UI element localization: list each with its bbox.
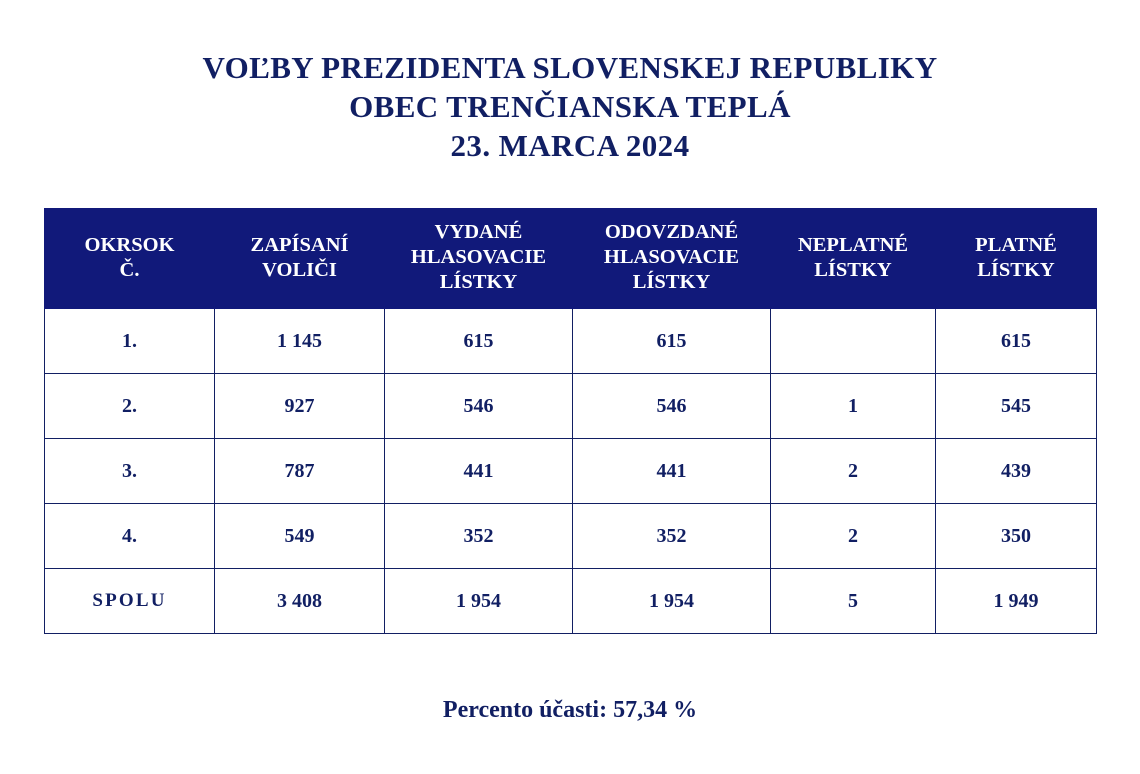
cell-okrsok: 3. xyxy=(45,439,215,504)
cell-vydane: 546 xyxy=(385,374,573,439)
results-table-wrapper xyxy=(0,208,1140,634)
cell-zapisani: 787 xyxy=(215,439,385,504)
column-header-neplatne-listky xyxy=(771,209,936,309)
cell-okrsok: 2. xyxy=(45,374,215,439)
column-header-odovzdane-line-2: HLASOVACIE xyxy=(603,246,740,268)
election-results-table xyxy=(44,208,1097,634)
column-header-okrsok xyxy=(45,209,215,309)
cell-neplatne: 1 xyxy=(771,374,936,439)
cell-zapisani: 1 145 xyxy=(215,309,385,374)
cell-total-label: SPOLU xyxy=(45,569,215,634)
table-total-row xyxy=(45,569,1097,634)
cell-platne: 615 xyxy=(936,309,1097,374)
column-header-zapisani-line-2: VOLIČI xyxy=(262,258,337,281)
column-header-odovzdane-line-1: ODOVZDANÉ xyxy=(604,221,739,243)
column-header-vydane-line-1: VYDANÉ xyxy=(434,221,523,243)
cell-odovzdane: 352 xyxy=(573,504,771,569)
table-row xyxy=(45,439,1097,504)
column-header-platne-line-1: PLATNÉ xyxy=(975,233,1057,256)
cell-zapisani: 927 xyxy=(215,374,385,439)
column-header-zapisani-line-1: ZAPÍSANÍ xyxy=(250,233,349,256)
cell-okrsok: 4. xyxy=(45,504,215,569)
column-header-zapisani-volici xyxy=(215,209,385,309)
cell-platne: 350 xyxy=(936,504,1097,569)
title-line-1: VOĽBY PREZIDENTA SLOVENSKEJ REPUBLIKY xyxy=(202,50,938,85)
cell-platne: 545 xyxy=(936,374,1097,439)
table-row xyxy=(45,374,1097,439)
column-header-neplatne-line-1: NEPLATNÉ xyxy=(797,233,909,256)
table-body xyxy=(45,309,1097,634)
column-header-platne-listky xyxy=(936,209,1097,309)
cell-odovzdane: 441 xyxy=(573,439,771,504)
turnout-percentage: Percento účasti: 57,34 % xyxy=(442,697,698,723)
table-header xyxy=(45,209,1097,309)
cell-platne: 439 xyxy=(936,439,1097,504)
cell-okrsok: 1. xyxy=(45,309,215,374)
table-row xyxy=(45,504,1097,569)
title-line-3: 23. MARCA 2024 xyxy=(450,128,690,163)
cell-odovzdane: 615 xyxy=(573,309,771,374)
cell-neplatne: 2 xyxy=(771,504,936,569)
column-header-vydane-hlasovacie-listky xyxy=(385,209,573,309)
cell-neplatne: 2 xyxy=(771,439,936,504)
column-header-vydane-line-3: LÍSTKY xyxy=(439,271,518,293)
cell-total-neplatne: 5 xyxy=(771,569,936,634)
cell-zapisani: 549 xyxy=(215,504,385,569)
column-header-odovzdane-line-3: LÍSTKY xyxy=(632,271,711,293)
cell-neplatne xyxy=(771,309,936,374)
column-header-neplatne-line-2: LÍSTKY xyxy=(814,258,892,281)
column-header-odovzdane-hlasovacie-listky xyxy=(573,209,771,309)
column-header-vydane-line-2: HLASOVACIE xyxy=(410,246,547,268)
cell-vydane: 352 xyxy=(385,504,573,569)
cell-total-vydane: 1 954 xyxy=(385,569,573,634)
cell-total-zapisani: 3 408 xyxy=(215,569,385,634)
title-line-2: OBEC TRENČIANSKA TEPLÁ xyxy=(349,89,791,124)
cell-total-odovzdane: 1 954 xyxy=(573,569,771,634)
table-row xyxy=(45,309,1097,374)
cell-vydane: 441 xyxy=(385,439,573,504)
column-header-okrsok-line-1: OKRSOK xyxy=(84,233,175,256)
cell-odovzdane: 546 xyxy=(573,374,771,439)
cell-total-platne: 1 949 xyxy=(936,569,1097,634)
cell-vydane: 615 xyxy=(385,309,573,374)
column-header-okrsok-line-2: Č. xyxy=(119,258,140,281)
table-header-row xyxy=(45,209,1097,309)
page-title xyxy=(0,0,1140,165)
column-header-platne-line-2: LÍSTKY xyxy=(977,258,1055,281)
